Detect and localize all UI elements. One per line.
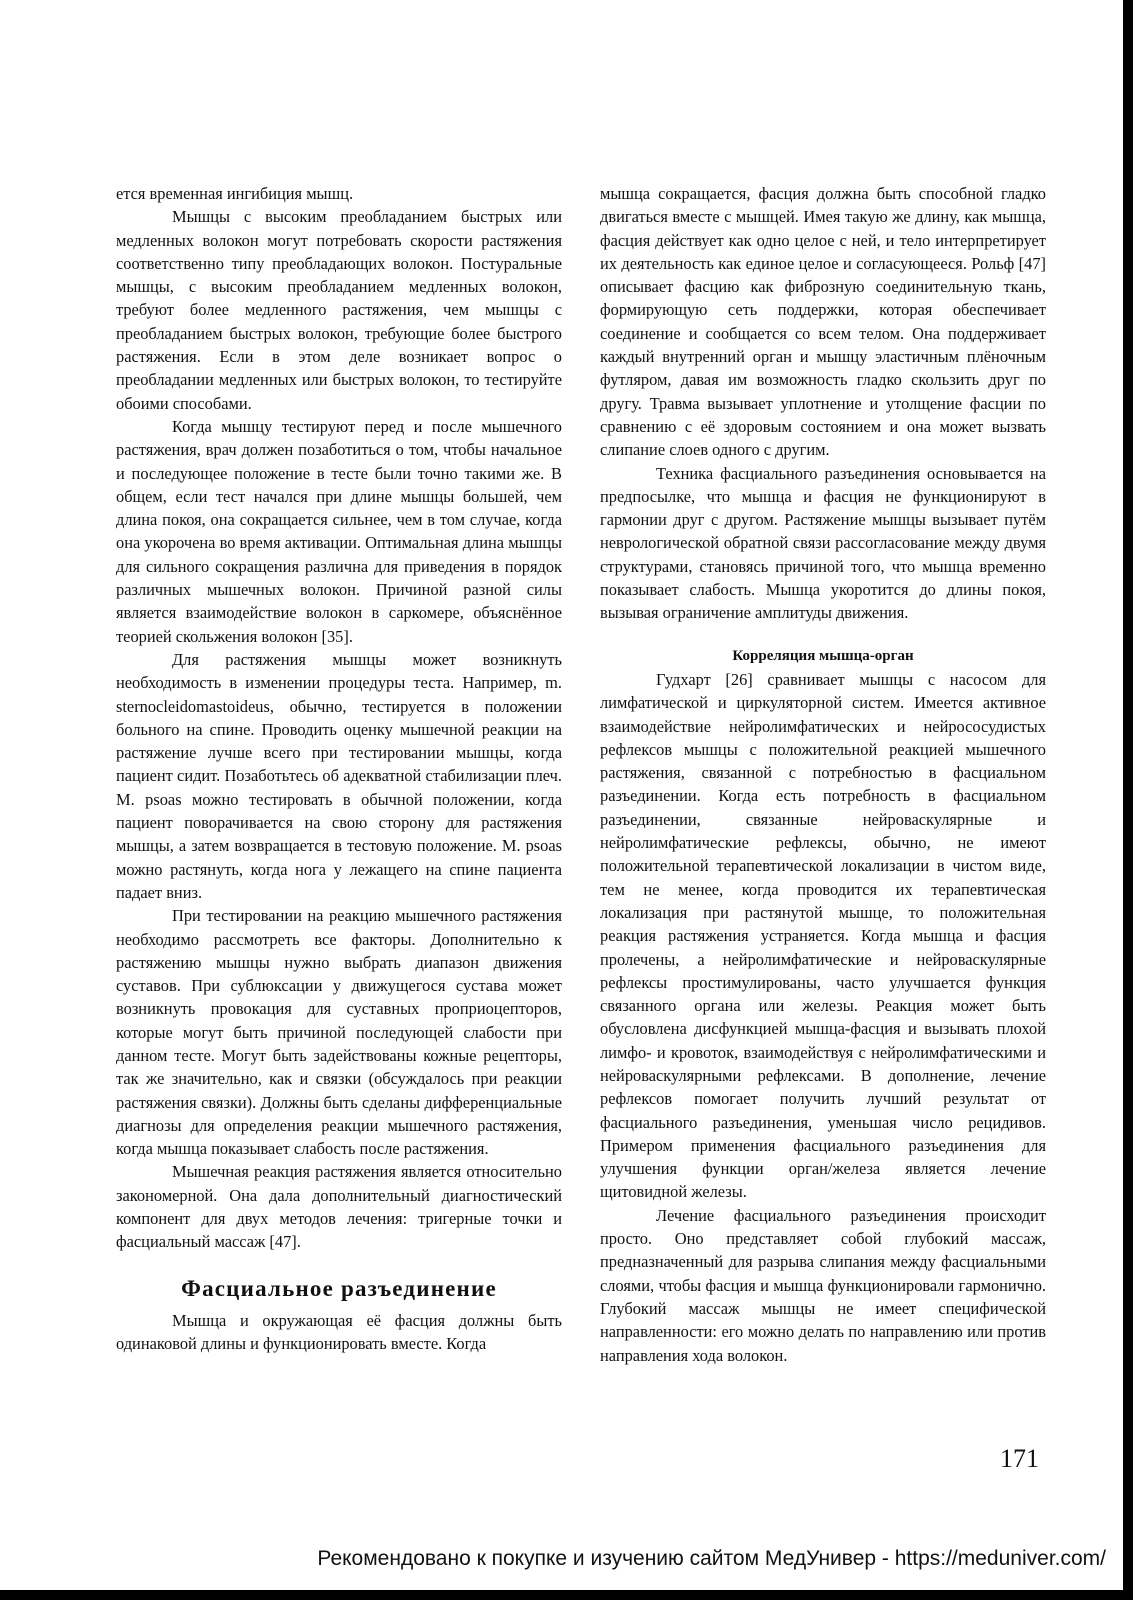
paragraph: Мышцы с высоким преобладанием быстрых или медленных волокон могут потребовать скорости растяжения соответственно типу преобладающих волокон. Постуральные мышцы, с высоким преобладанием медленных волокон, требуют более медленного растяжения, чем мышцы с преобладанием быстрых волокон, требующие более быстрого растяжения. Если в этом деле возникает вопрос о преобладании медленных или быстрых волокон, то тестируйте обоими способами. bbox=[116, 207, 562, 413]
paragraph: Гудхарт [26] сравнивает мышцы с насосом для лимфатической и циркуляторной систем. Имеется активное взаимодействие нейролимфатических и нейрососудистых рефлексов мышцы с положительной реакцией мышечного растяжения, связанной с потребностью в фасциальном разъединении. Когда есть потребность в фасциальном разъединении, связанные нейроваскулярные и нейролимфатические рефлексы, обычно, не имеют положительной терапевтической локализации в чистом виде, тем не менее, когда проводится их терапевтическая локализация при растянутой мышце, то положительная реакция растяжения устраняется. Когда мышца и фасция пролечены, а нейролимфатические и нейроваскулярные рефлексы простимулированы, часто улучшается функция связанного органа или железы. Реакция может быть обусловлена дисфункцией мышца-фасция и вызывать плохой лимфо- и кровоток, взаимодействуя с нейролимфатическими и нейроваскулярными рефлексами. В дополнение, лечение рефлексов помогает получить лучший результат от фасциального разъединения, уменьшая число рецидивов. Примером применения фасциального разъединения для улучшения функции орган/железа является лечение щитовидной железы. bbox=[600, 669, 1046, 1202]
page-number: 171 bbox=[1000, 1444, 1039, 1473]
paragraph: Мышца и окружающая её фасция должны быть одинаковой длины и функционировать вместе. Когда bbox=[116, 1310, 562, 1353]
paragraph: Техника фасциального разъединения основывается на предпосылке, что мышца и фасция не функционируют в гармонии друг с другом. Растяжение мышцы вызывает путём неврологической обратной связи рассогласование между двумя структурами, становясь причиной того, что мышца временно показывает слабость. Мышца укоротится до длины покоя, вызывая ограничение амплитуды движения. bbox=[600, 463, 1046, 623]
paragraph: Мышечная реакция растяжения является относительно закономерной. Она дала дополнительный диагностический компонент для двух методов лечения: тригерные точки и фасциальный массаж [47]. bbox=[116, 1162, 562, 1252]
scan-edge-right bbox=[1123, 0, 1133, 1600]
subheading: Корреляция мышца-орган bbox=[732, 647, 914, 664]
scan-edge-bottom bbox=[0, 1590, 1133, 1600]
right-column bbox=[600, 182, 1046, 1367]
section-title: Фасциальное разъединение bbox=[181, 1275, 497, 1301]
footer-recommendation: Рекомендовано к покупке и изучению сайтом МедУнивер - https://meduniver.com/ bbox=[317, 1547, 1106, 1570]
paragraph: ется временная ингибиция мышц. bbox=[116, 184, 354, 203]
paragraph: При тестировании на реакцию мышечного растяжения необходимо рассмотреть все факторы. Дополнительно к растяжению мышцы нужно выбрать диапазон движения суставов. При сублюксации у движущегося сустава может возникнуть провокация для суставных проприоцепторов, которые могут быть причиной последующей слабости при данном тесте. Могут быть задействованы кожные рецепторы, так же значительно, как и связки (обсуждалось при реакции растяжения связки). Должны быть сделаны дифференциальные диагнозы для определения реакции мышечного растяжения, когда мышца показывает слабость после растяжения. bbox=[116, 906, 562, 1159]
paragraph: Для растяжения мышцы может возникнуть необходимость в изменении процедуры теста. Например, m. sternocleidomastoideus, обычно, тестируется в положении больного на спине. Проводить оценку мышечной реакции на растяжение лучше всего при тестировании мышцы, когда пациент сидит. Позаботьтесь об адекватной стабилизации плеч. M. psoas можно тестировать в обычной положении, когда пациент поворачивается на свою сторону для растяжения мышцы, а затем возвращается в тестовую положение. M. psoas можно растянуть, когда нога у лежащего на спине пациента падает вниз. bbox=[116, 649, 562, 902]
paragraph: Когда мышцу тестируют перед и после мышечного растяжения, врач должен позаботиться о том, чтобы начальное и последующее положение в тесте были точно такими же. В общем, если тест начался при длине мышцы большей, чем длина покоя, она сокращается сильнее, чем в том случае, когда она укорочена во время активации. Оптимальная длина мышцы для сильного сокращения различна для приведения в порядок различных мышечных волокон. Причиной разной силы является взаимодействие волокон в саркомере, объяснённое теорией скольжения волокон [35]. bbox=[116, 416, 562, 646]
left-column bbox=[116, 182, 562, 1355]
paragraph: Лечение фасциального разъединения происходит просто. Оно представляет собой глубокий массаж, предназначенный для разрыва слипания между фасциальными слоями, чтобы фасция и мышца функционировали гармонично. Глубокий массаж мышцы не имеет специфической направленности: его можно делать по направлению или против направления хода волокон. bbox=[600, 1205, 1046, 1365]
paragraph: мышца сокращается, фасция должна быть способной гладко двигаться вместе с мышцей. Имея такую же длину, как мышца, фасция действует как одно целое с ней, и тело интерпретирует их деятельность как единое целое и согласующееся. Рольф [47] описывает фасцию как фиброзную соединительную ткань, формирующую сеть поддержки, которая обеспечивает соединение и сообщается со всем телом. Она поддерживает каждый внутренний орган и мышцу эластичным плёночным футляром, давая им возможность гладко скользить друг по другу. Травма вызывает уплотнение и утолщение фасции по сравнению с её здоровым состоянием и она может вызвать слипание слоев одного с другим. bbox=[600, 184, 1046, 460]
